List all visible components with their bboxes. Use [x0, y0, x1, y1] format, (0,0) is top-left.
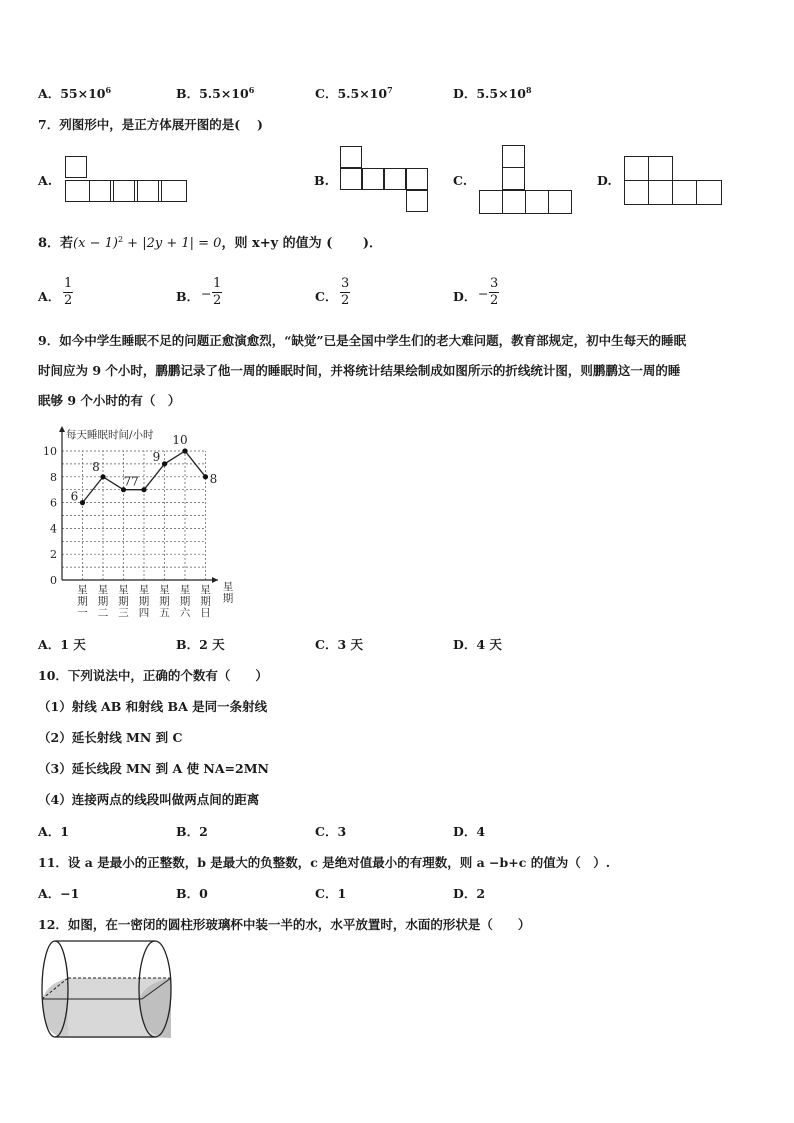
y-tick-label: 6	[50, 496, 57, 510]
option-base: 5.5×10	[476, 86, 526, 101]
q10-option-b: B．2	[176, 824, 208, 839]
data-point	[100, 474, 105, 479]
denominator: 2	[341, 293, 350, 308]
option-base: 5.5×10	[199, 86, 249, 101]
x-tick-label: 星期日	[200, 584, 211, 619]
q9-option-c: C．3 天	[315, 637, 363, 652]
numerator: 3	[341, 276, 350, 291]
q9-line-1: 9．如今中学生睡眠不足的问题正愈演愈烈，“缺觉”已是全国中学生们的老大难问题，教育部规定，初中生每天的睡眠	[38, 333, 687, 348]
q6-option-b	[176, 84, 254, 102]
option-exp: 8	[525, 85, 532, 95]
x-tick-label: 星期一	[77, 584, 88, 619]
q7-label-d: D.	[597, 173, 612, 188]
data-label: 10	[172, 433, 188, 447]
q8-stem	[38, 232, 382, 251]
option-base: 55×10	[60, 86, 106, 101]
option-letter: D．	[453, 289, 477, 304]
minus-sign: −	[478, 286, 489, 301]
data-label: 6	[70, 489, 79, 504]
chart-labels	[43, 428, 234, 619]
q11-option-d: D．2	[453, 886, 486, 901]
chart-grid	[62, 451, 206, 580]
denominator: 2	[64, 293, 73, 308]
q9-option-b: B．2 天	[176, 637, 225, 652]
option-letter: C．	[315, 289, 338, 304]
option-exp: 7	[387, 85, 393, 95]
data-label: 8	[209, 471, 218, 486]
y-tick-label: 10	[43, 445, 57, 458]
y-tick-label: 0	[50, 574, 57, 587]
q12-stem: 12．如图，在一密闭的圆柱形玻璃杯中装一半的水，水平放置时，水面的形状是（ ）	[38, 917, 531, 932]
q6-option-d	[453, 84, 532, 102]
q7-stem: 7．列图形中，是正方体展开图的是( )	[38, 117, 263, 132]
q8-fraction-b	[212, 276, 222, 309]
q9-option-a: A．1 天	[38, 637, 86, 652]
y-tick-label: 8	[50, 470, 57, 484]
data-point	[203, 474, 208, 479]
q10-option-d: D．4	[453, 824, 486, 839]
data-point	[80, 500, 85, 505]
denominator: 2	[213, 293, 222, 308]
q11-stem: 11．设 a 是最小的正整数，b 是最大的负整数，c 是绝对值最小的有理数，则 a −b+c 的值为（ ）.	[38, 855, 611, 870]
x-axis-arrow	[212, 577, 218, 583]
minus-sign: −	[201, 286, 212, 301]
data-point	[182, 448, 187, 453]
q9-stem	[38, 326, 758, 416]
chart-title: 每天睡眠时间/小时	[66, 429, 154, 441]
q11-option-b: B．0	[176, 886, 208, 901]
q9-option-d: D．4 天	[453, 637, 502, 652]
q10-item-1: （1）射线 AB 和射线 BA 是同一条射线	[38, 699, 268, 714]
q10-item-2: （2）延长射线 MN 到 C	[38, 730, 183, 745]
data-point	[162, 461, 167, 466]
q7-label-c: C.	[453, 173, 468, 188]
q10-item-3: （3）延长线段 MN 到 A 使 NA=2MN	[38, 761, 269, 776]
y-tick-label: 4	[50, 522, 57, 536]
numerator: 1	[213, 276, 222, 291]
numerator: 3	[490, 276, 499, 291]
q8-fraction-d	[489, 276, 499, 309]
denominator: 2	[490, 293, 499, 308]
option-exp: 6	[105, 85, 112, 95]
q10-item-4: （4）连接两点的线段叫做两点间的距离	[38, 792, 260, 807]
q8-square: 2	[117, 235, 124, 244]
q9-line-3: 眠够 9 个小时的有（ ）	[38, 393, 181, 408]
option-letter: A．	[38, 289, 61, 304]
q11-option-a: A．−1	[38, 886, 80, 901]
q10-stem: 10．下列说法中，正确的个数有（ ）	[38, 668, 268, 683]
sleep-line-chart	[38, 424, 238, 619]
data-label: 8	[92, 459, 100, 474]
option-letter: B．	[176, 86, 200, 101]
y-axis-arrow	[59, 426, 65, 432]
x-axis-title: 星期	[222, 581, 234, 605]
q9-line-2: 时间应为 9 个小时，鹏鹏记录了他一周的睡眠时间，并将统计结果绘制成如图所示的折线统计图，则鹏鹏这一周的睡	[38, 363, 681, 378]
x-tick-label: 星期四	[138, 584, 150, 619]
q8-fraction-a	[63, 276, 73, 309]
q7-label-b: B.	[314, 173, 329, 188]
cylinder-glass-figure	[38, 938, 178, 1048]
option-letter: B．	[176, 289, 200, 304]
y-tick-label: 2	[50, 548, 57, 562]
x-tick-label: 星期二	[97, 584, 109, 619]
q8-expr-b: + |2y + 1| = 0	[123, 236, 222, 251]
q8-number: 8．若	[38, 236, 74, 251]
numerator: 1	[64, 276, 73, 291]
q11-option-c: C．1	[315, 886, 347, 901]
q6-option-a	[38, 84, 111, 102]
option-letter: D．	[453, 86, 477, 101]
q10-option-a: A．1	[38, 824, 69, 839]
data-point	[141, 487, 146, 492]
q8-tail: ，则 x+y 的值为 ( )．	[221, 236, 383, 251]
data-label: 7	[131, 474, 139, 489]
q8-expr-a: (x − 1)	[73, 236, 118, 251]
data-label: 9	[152, 449, 161, 464]
q6-option-c	[315, 84, 393, 102]
q10-option-c: C．3	[315, 824, 347, 839]
x-tick-label: 星期三	[118, 584, 129, 619]
q8-fraction-c	[340, 276, 350, 309]
option-base: 5.5×10	[337, 86, 388, 101]
option-letter: A．	[38, 86, 61, 101]
x-tick-label: 星期五	[159, 584, 170, 619]
water-face-left	[42, 978, 68, 1038]
x-tick-label: 星期六	[179, 584, 191, 619]
option-exp: 6	[248, 85, 255, 95]
option-letter: C．	[315, 86, 338, 101]
q7-label-a: A.	[38, 173, 53, 188]
data-label: 7	[123, 474, 132, 489]
